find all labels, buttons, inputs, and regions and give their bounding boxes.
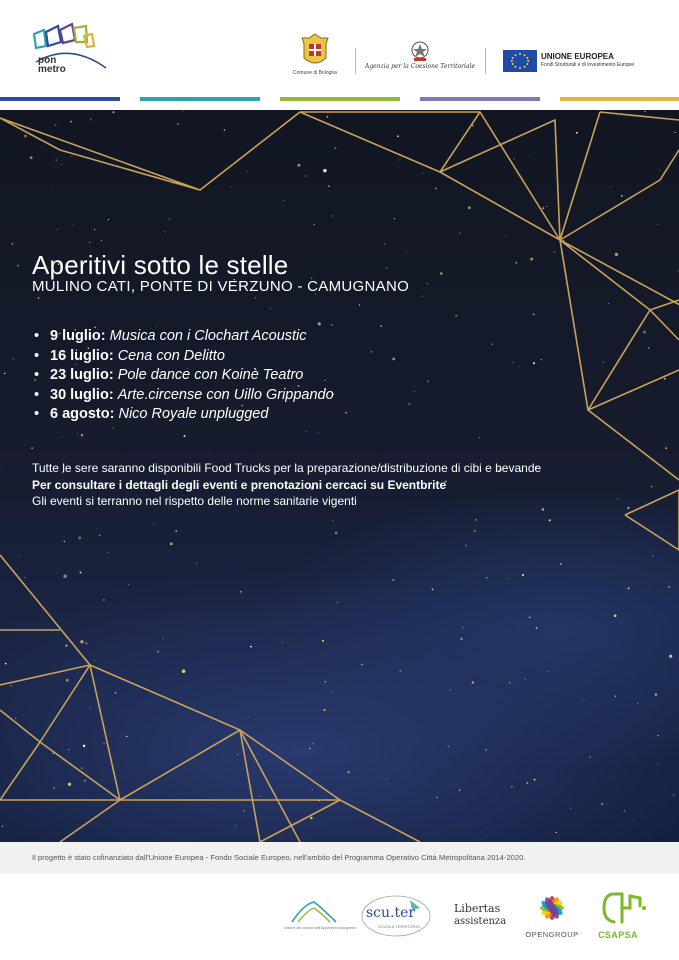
star — [608, 303, 609, 304]
star — [542, 508, 544, 510]
star — [414, 391, 415, 392]
star — [423, 173, 424, 174]
star — [4, 373, 5, 374]
star — [63, 574, 67, 578]
comune-di-bologna-logo — [290, 32, 340, 80]
bullet-icon: • — [34, 347, 40, 364]
star — [669, 655, 672, 658]
star — [446, 166, 447, 167]
star — [554, 251, 556, 253]
star — [652, 555, 653, 556]
star — [250, 646, 252, 648]
star — [51, 190, 52, 191]
star — [224, 129, 226, 131]
safety-line: Gli eventi si terranno nel rispetto delle norme sanitarie vigenti — [32, 494, 357, 508]
star — [94, 660, 95, 661]
star — [283, 200, 284, 201]
star — [5, 663, 7, 665]
header-divider — [485, 48, 486, 74]
star — [230, 186, 231, 187]
star — [361, 664, 362, 665]
star — [511, 786, 513, 788]
star — [627, 507, 629, 509]
star — [89, 241, 91, 243]
star — [175, 530, 177, 532]
star — [170, 543, 173, 546]
star — [255, 297, 256, 298]
star — [164, 231, 165, 232]
star — [126, 736, 127, 737]
star — [536, 627, 538, 629]
star — [522, 574, 524, 576]
star — [611, 186, 612, 187]
star — [325, 681, 327, 683]
star — [196, 563, 197, 564]
star — [677, 270, 678, 271]
star — [337, 602, 338, 603]
event-date: 6 agosto: — [50, 406, 115, 422]
star — [518, 366, 519, 367]
star — [77, 433, 78, 434]
agenzia-coesione-logo — [365, 40, 475, 76]
star — [673, 794, 675, 796]
agenzia-caption: Agenzia per la Coesione Territoriale — [365, 63, 476, 70]
star — [509, 682, 510, 683]
event-title: Cena con Delitto — [117, 347, 225, 364]
bullet-icon: • — [34, 386, 40, 403]
star — [399, 159, 400, 160]
star — [328, 185, 330, 187]
star — [462, 627, 463, 628]
star — [11, 685, 13, 687]
star — [615, 696, 616, 697]
star — [248, 717, 249, 718]
star — [84, 780, 86, 782]
star — [128, 584, 129, 585]
star — [474, 530, 476, 532]
star — [235, 825, 237, 827]
star — [73, 225, 74, 226]
stripe-blue — [0, 97, 120, 101]
star — [90, 707, 91, 708]
star — [310, 817, 313, 820]
ue-subtitle: Fondi Strutturali e di Investimento Europei — [541, 62, 635, 68]
star — [332, 692, 333, 693]
star — [309, 748, 310, 749]
star — [614, 614, 617, 617]
star — [533, 362, 535, 364]
comune-caption: Comune di Bologna — [293, 70, 337, 76]
star — [71, 156, 72, 157]
star — [2, 826, 3, 827]
star — [184, 435, 186, 437]
star — [386, 267, 388, 269]
star — [0, 466, 1, 467]
star — [549, 519, 551, 521]
event-date: 30 luglio: — [50, 386, 114, 403]
italian-emblem-icon — [365, 40, 475, 62]
star — [427, 283, 429, 285]
star — [305, 431, 306, 432]
list-item — [32, 327, 334, 347]
star — [387, 778, 388, 779]
star — [655, 693, 657, 695]
star — [66, 679, 69, 682]
star — [475, 519, 477, 521]
star — [31, 447, 33, 449]
scuter-wordmark: scu.ter — [366, 905, 416, 921]
star — [323, 169, 327, 173]
star — [634, 820, 635, 821]
stripe-purple — [420, 97, 540, 101]
ue-title: UNIONE EUROPEA — [541, 52, 614, 61]
libertas-top-text: Libertas — [454, 902, 501, 915]
star — [546, 206, 547, 207]
star — [312, 789, 313, 790]
star — [68, 783, 71, 786]
stripe-green — [280, 97, 400, 101]
csapsa-mark-icon — [596, 886, 652, 930]
star — [113, 111, 115, 113]
event-date: 9 luglio: — [50, 328, 106, 344]
star — [177, 123, 179, 125]
star — [94, 229, 95, 230]
star — [657, 735, 659, 737]
libertas-bottom-text: assistenza — [454, 916, 507, 927]
star — [526, 782, 528, 784]
star — [371, 351, 373, 353]
star — [427, 380, 429, 382]
star — [83, 745, 85, 747]
star — [515, 262, 517, 264]
list-item — [32, 386, 334, 406]
star — [541, 359, 542, 360]
star — [660, 170, 661, 171]
opengroup-wordmark: OPENGROUP — [525, 930, 579, 939]
star — [460, 638, 463, 641]
star — [513, 362, 514, 363]
star — [392, 579, 394, 581]
event-date: 16 luglio: — [50, 347, 114, 364]
star — [637, 703, 638, 704]
star — [576, 132, 578, 134]
star — [38, 297, 39, 298]
star — [479, 437, 480, 438]
list-item — [32, 347, 334, 367]
star — [85, 642, 87, 644]
star — [240, 591, 242, 593]
star — [648, 347, 649, 348]
star — [485, 749, 486, 750]
star — [182, 669, 186, 673]
star — [270, 308, 271, 309]
star — [318, 432, 319, 433]
star — [70, 121, 72, 123]
star — [314, 224, 315, 225]
star — [90, 118, 92, 120]
star — [450, 689, 451, 690]
csapsa-logo — [596, 886, 652, 942]
scuter-logo — [360, 894, 432, 938]
star — [99, 535, 100, 536]
star — [103, 743, 104, 744]
star — [406, 251, 407, 252]
pon-metro-logo — [30, 22, 110, 76]
header — [0, 0, 679, 97]
star — [448, 746, 450, 748]
star — [384, 244, 385, 245]
star — [436, 797, 438, 799]
star — [64, 541, 65, 542]
star — [18, 555, 19, 556]
star — [81, 767, 82, 768]
star — [17, 265, 19, 267]
star — [318, 322, 321, 325]
csapsa-wordmark: CSAPSA — [598, 930, 638, 940]
star — [529, 155, 530, 156]
star — [570, 808, 571, 809]
star — [440, 272, 443, 275]
star — [668, 586, 670, 588]
star — [80, 572, 82, 574]
star — [169, 218, 171, 220]
pon-logo-word-2: metro — [38, 64, 66, 75]
star — [332, 215, 333, 216]
star — [534, 779, 536, 781]
star — [524, 678, 525, 679]
star — [432, 589, 434, 591]
star — [492, 344, 493, 345]
star — [24, 577, 25, 578]
star — [628, 587, 630, 589]
star — [305, 175, 306, 176]
star — [162, 638, 163, 639]
color-stripes — [0, 97, 679, 101]
event-title: Pole dance con Koinè Teatro — [117, 367, 304, 383]
star — [66, 645, 68, 647]
star — [556, 832, 557, 833]
opengroup-flower-icon — [522, 888, 582, 930]
star — [57, 229, 58, 230]
star — [394, 218, 395, 219]
star — [332, 520, 333, 521]
star — [657, 763, 658, 764]
list-item — [32, 366, 334, 386]
star — [435, 188, 437, 190]
bullet-icon: • — [34, 406, 40, 422]
star — [392, 357, 395, 360]
star — [542, 207, 544, 209]
star — [674, 132, 675, 133]
info-block — [32, 460, 541, 510]
eventbrite-line: Per consultare i dettagli degli eventi e prenotazioni cercaci su Eventbrite — [32, 477, 447, 492]
star — [560, 563, 562, 565]
bullet-icon: • — [34, 367, 40, 383]
star — [615, 253, 618, 256]
star — [78, 536, 81, 539]
star — [335, 147, 336, 148]
unione-comuni-caption: Unione dei comuni dell'Appennino bolognese — [284, 926, 356, 930]
star — [348, 771, 350, 773]
star — [465, 545, 467, 547]
star — [459, 233, 460, 234]
star — [101, 240, 102, 241]
unione-comuni-logo — [284, 898, 356, 934]
star — [282, 642, 283, 643]
star — [56, 160, 57, 161]
star — [322, 640, 324, 642]
star — [661, 240, 662, 241]
stripe-teal — [140, 97, 260, 101]
funding-note: Il progetto è stato cofinanziato dall'Unione Europea - Fondo Sociale Europeo, nell'ambito del Programma Operativo Città Metropolitana 2014-2020. — [32, 853, 526, 862]
star — [409, 403, 411, 405]
location-subtitle: MULINO CATI, PONTE DI VERZUNO - CAMUGNANO — [32, 278, 410, 295]
star — [260, 795, 261, 796]
star — [112, 427, 113, 428]
star — [617, 498, 618, 499]
star — [455, 315, 457, 317]
star — [644, 111, 645, 112]
star — [514, 158, 515, 159]
stripe-yellow — [560, 97, 679, 101]
star — [335, 532, 338, 535]
food-trucks-line: Tutte le sere saranno disponibili Food Trucks per la preparazione/distribuzione di cibi e bevande — [32, 461, 542, 475]
star — [24, 135, 27, 138]
star — [115, 692, 117, 694]
list-item — [32, 405, 334, 425]
star — [651, 486, 652, 487]
star — [55, 125, 57, 127]
star — [243, 810, 245, 812]
star — [331, 324, 333, 326]
star — [547, 671, 548, 672]
star — [324, 709, 326, 711]
star — [210, 455, 211, 456]
star — [103, 599, 104, 600]
star — [297, 164, 300, 167]
star — [80, 640, 83, 643]
star — [664, 378, 666, 380]
star — [399, 670, 401, 672]
events-list — [32, 327, 334, 425]
event-title: Arte circense con Uillo Grippando — [117, 386, 334, 403]
unione-europea-logo — [503, 50, 663, 74]
star — [459, 789, 461, 791]
opengroup-logo — [522, 888, 582, 942]
funding-note-bar — [0, 842, 679, 874]
page-title: Aperitivi sotto le stelle — [32, 250, 289, 280]
coat-of-arms-icon — [290, 32, 340, 70]
star — [621, 195, 623, 197]
star — [107, 552, 108, 553]
star — [345, 412, 347, 414]
star — [505, 236, 506, 237]
star — [589, 756, 590, 757]
eu-flag-icon — [503, 50, 537, 72]
star — [486, 577, 487, 578]
star — [601, 803, 603, 805]
star — [327, 116, 329, 118]
scuter-caption: SCUOLA TERRITORIO — [378, 924, 420, 929]
star — [237, 754, 238, 755]
star — [11, 243, 13, 245]
star — [583, 700, 584, 701]
star — [62, 437, 63, 438]
star — [507, 578, 508, 579]
star — [81, 434, 83, 436]
star — [247, 171, 248, 172]
star — [530, 258, 533, 261]
star — [603, 362, 604, 363]
star — [61, 164, 62, 165]
star — [157, 651, 159, 653]
star — [657, 224, 658, 225]
star — [529, 616, 531, 618]
star — [108, 219, 109, 220]
star — [53, 787, 55, 789]
star — [397, 135, 399, 137]
poster — [0, 110, 679, 842]
star — [15, 718, 17, 720]
star — [359, 304, 360, 305]
star — [13, 358, 14, 359]
star — [182, 111, 183, 112]
header-divider — [355, 48, 356, 74]
star — [533, 313, 535, 315]
star — [68, 749, 69, 750]
star — [30, 156, 33, 159]
star — [482, 832, 483, 833]
star — [312, 743, 313, 744]
event-date: 23 luglio: — [50, 367, 114, 383]
event-title: Musica con i Clochart Acoustic — [109, 328, 307, 344]
star — [665, 447, 667, 449]
star — [153, 524, 154, 525]
event-title: Nico Royale unplugged — [118, 406, 269, 422]
bullet-icon: • — [34, 328, 40, 344]
star — [380, 325, 382, 327]
star — [472, 681, 474, 683]
star — [422, 296, 423, 297]
star — [325, 635, 326, 636]
star — [624, 810, 626, 812]
libertas-logo — [452, 898, 512, 934]
pon-logo-word-1: pon — [38, 55, 57, 66]
partner-logos — [0, 874, 679, 960]
star — [643, 331, 646, 334]
star — [468, 206, 471, 209]
